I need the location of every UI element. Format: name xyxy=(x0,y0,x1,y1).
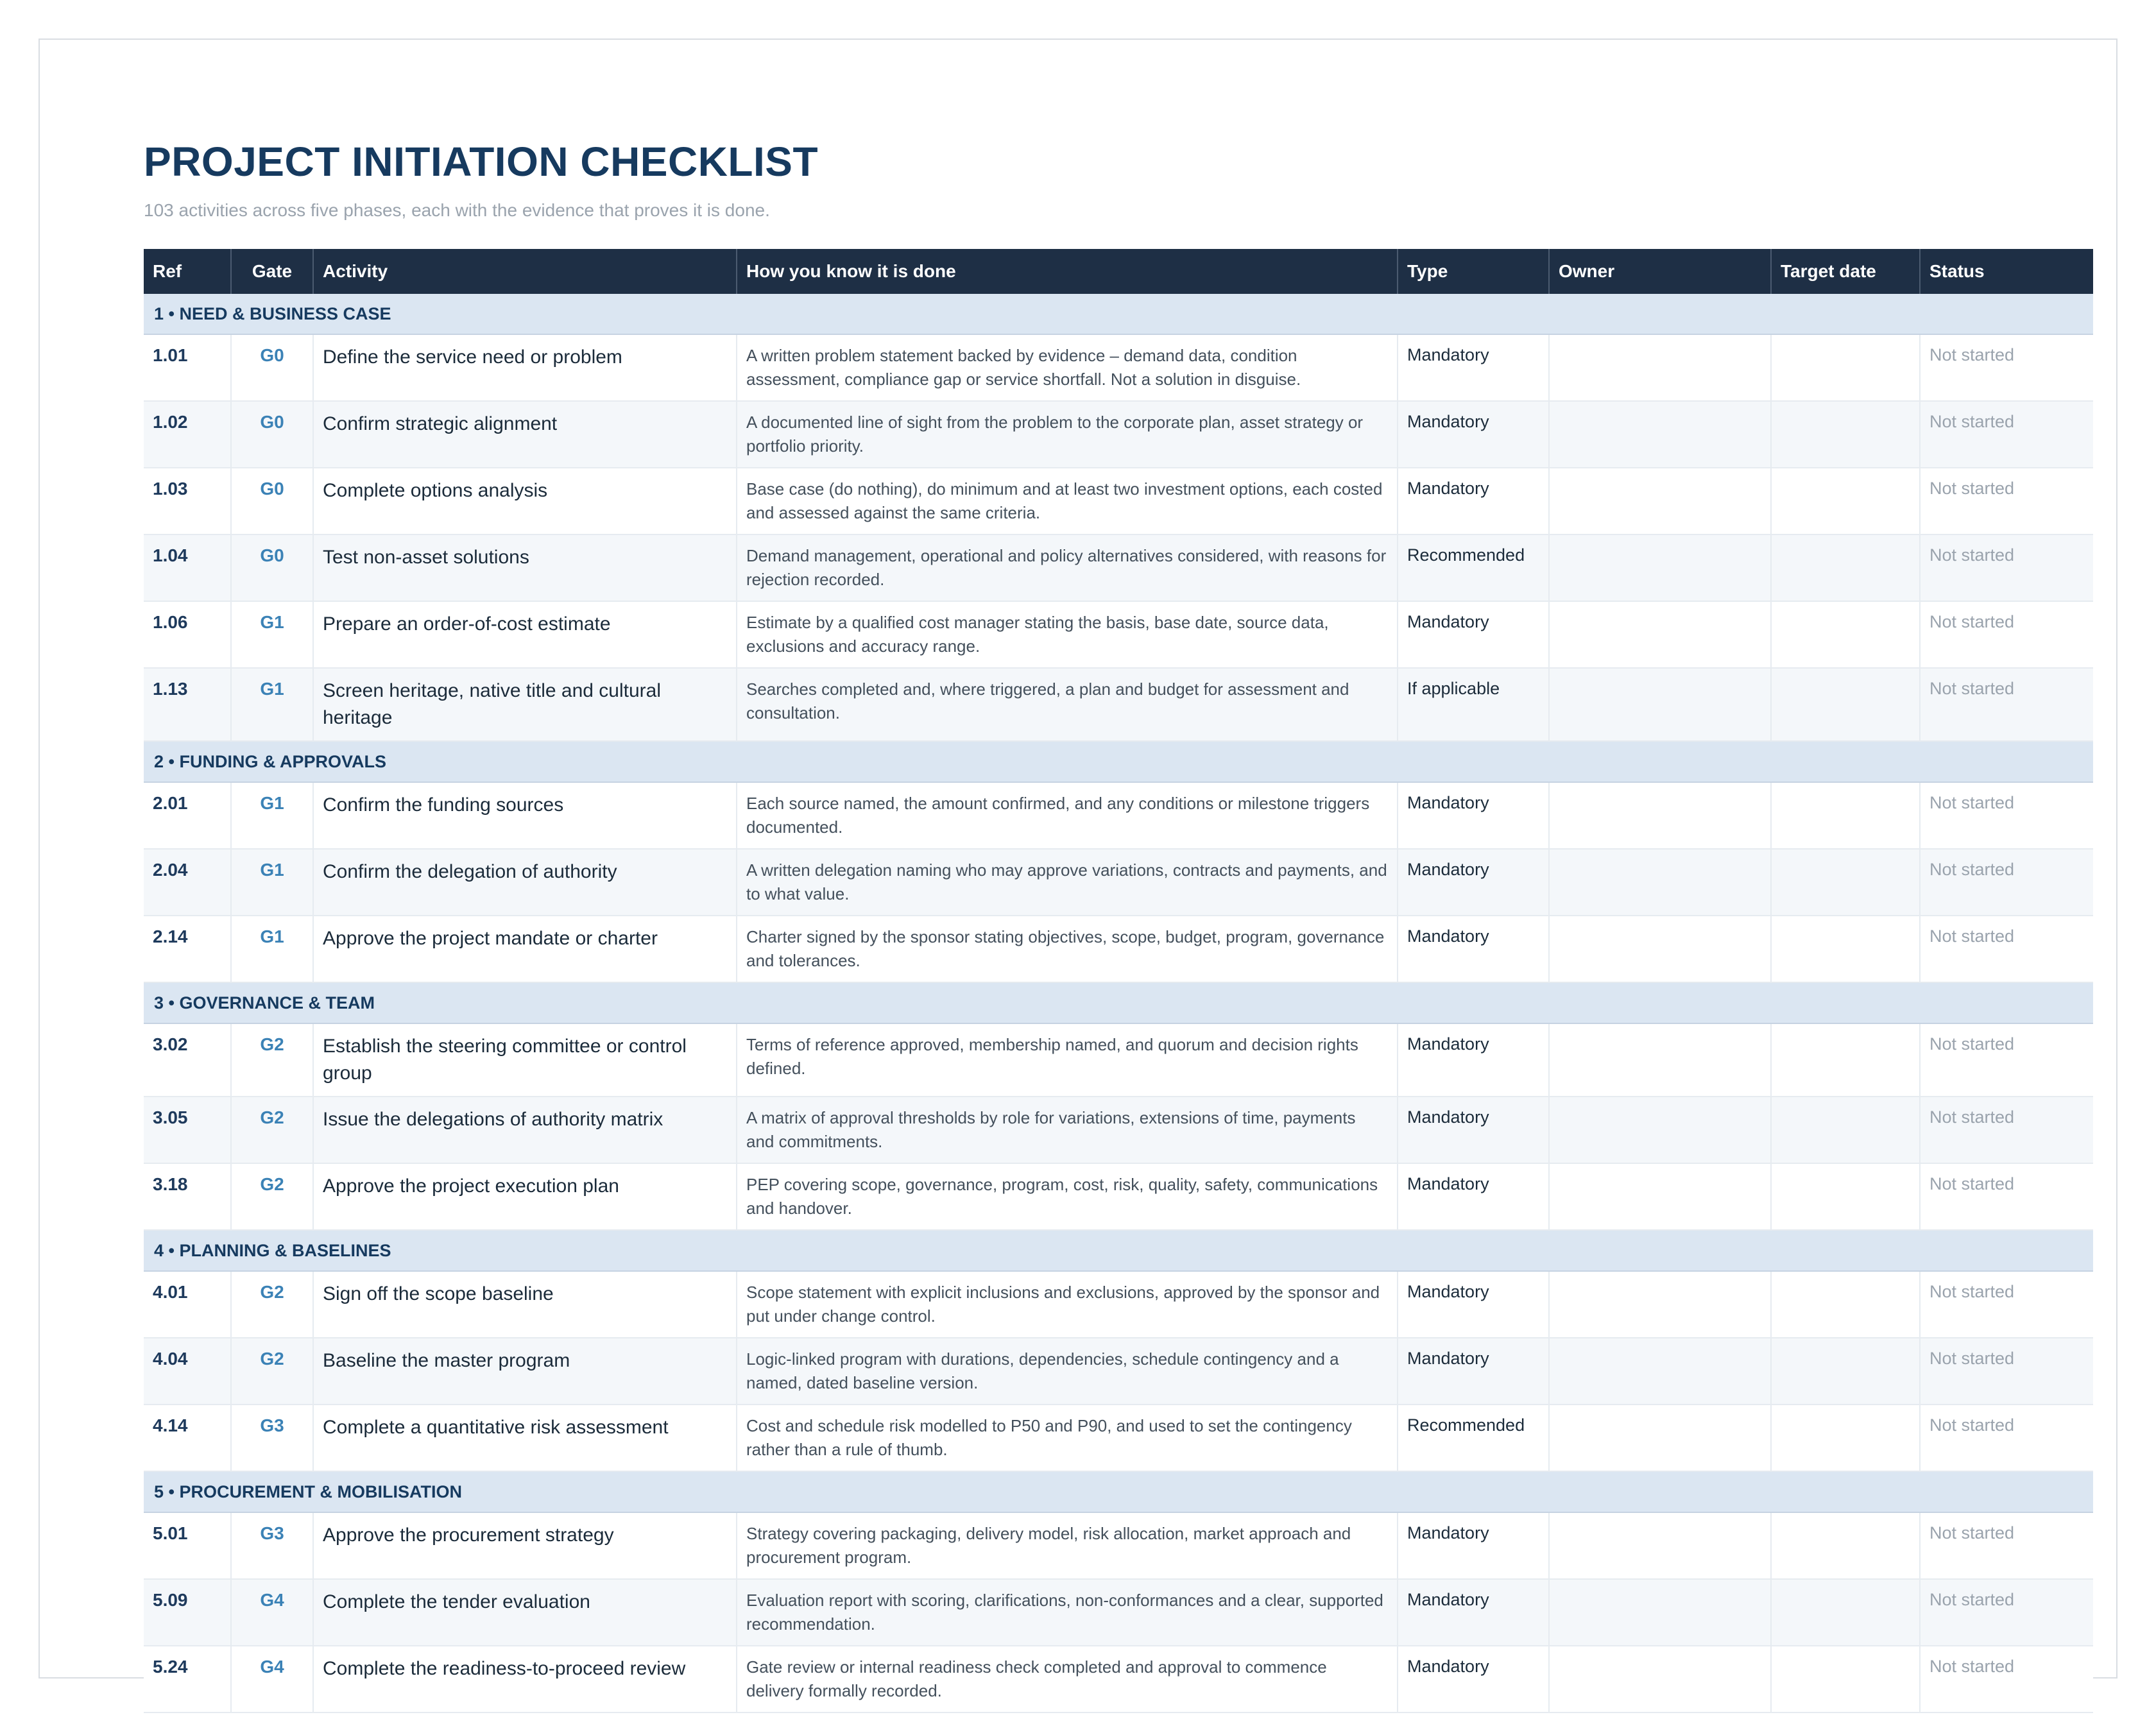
gate-cell: G4 xyxy=(231,1646,313,1713)
activity-cell: Prepare an order-of-cost estimate xyxy=(313,601,737,668)
gate-cell: G1 xyxy=(231,668,313,741)
status-cell[interactable]: Not started xyxy=(1920,1097,2093,1163)
type-cell: Mandatory xyxy=(1398,1646,1549,1713)
ref-cell: 2.04 xyxy=(144,849,231,916)
target-date-cell[interactable] xyxy=(1771,468,1920,534)
phase-label: 4 • PLANNING & BASELINES xyxy=(144,1230,2093,1271)
column-header-gate[interactable]: Gate xyxy=(231,249,313,294)
table-row[interactable] xyxy=(144,468,2093,534)
type-cell: If applicable xyxy=(1398,668,1549,741)
owner-cell[interactable] xyxy=(1549,534,1771,601)
evidence-cell: A documented line of sight from the problem to the corporate plan, asset strategy or portfolio priority. xyxy=(737,401,1398,468)
type-cell: Mandatory xyxy=(1398,916,1549,982)
evidence-cell: Strategy covering packaging, delivery model, risk allocation, market approach and procurement program. xyxy=(737,1512,1398,1579)
owner-cell[interactable] xyxy=(1549,468,1771,534)
gate-cell: G3 xyxy=(231,1405,313,1471)
target-date-cell[interactable] xyxy=(1771,1579,1920,1646)
status-cell[interactable]: Not started xyxy=(1920,468,2093,534)
table-row[interactable] xyxy=(144,782,2093,849)
checklist-table xyxy=(144,249,2093,1713)
table-header-row xyxy=(144,249,2093,294)
document-frame xyxy=(38,38,2118,1700)
status-cell[interactable]: Not started xyxy=(1920,534,2093,601)
evidence-cell: Charter signed by the sponsor stating objectives, scope, budget, program, governance and tolerances. xyxy=(737,916,1398,982)
owner-cell[interactable] xyxy=(1549,668,1771,741)
status-cell[interactable]: Not started xyxy=(1920,401,2093,468)
status-cell[interactable]: Not started xyxy=(1920,849,2093,916)
type-cell: Mandatory xyxy=(1398,468,1549,534)
owner-cell[interactable] xyxy=(1549,1271,1771,1338)
owner-cell[interactable] xyxy=(1549,334,1771,401)
owner-cell[interactable] xyxy=(1549,916,1771,982)
table-row[interactable] xyxy=(144,1512,2093,1579)
target-date-cell[interactable] xyxy=(1771,1023,1920,1097)
activity-cell: Baseline the master program xyxy=(313,1338,737,1405)
column-header-target-date[interactable]: Target date xyxy=(1771,249,1920,294)
activity-cell: Issue the delegations of authority matrix xyxy=(313,1097,737,1163)
type-cell: Mandatory xyxy=(1398,1338,1549,1405)
table-row[interactable] xyxy=(144,334,2093,401)
activity-cell: Test non-asset solutions xyxy=(313,534,737,601)
table-row[interactable] xyxy=(144,1023,2093,1097)
type-cell: Recommended xyxy=(1398,1405,1549,1471)
phase-label: 2 • FUNDING & APPROVALS xyxy=(144,741,2093,782)
phase-label: 5 • PROCUREMENT & MOBILISATION xyxy=(144,1471,2093,1512)
phase-row xyxy=(144,1230,2093,1271)
target-date-cell[interactable] xyxy=(1771,334,1920,401)
type-cell: Mandatory xyxy=(1398,1023,1549,1097)
table-row[interactable] xyxy=(144,1646,2093,1713)
type-cell: Mandatory xyxy=(1398,1512,1549,1579)
gate-cell: G2 xyxy=(231,1097,313,1163)
owner-cell[interactable] xyxy=(1549,1512,1771,1579)
ref-cell: 1.03 xyxy=(144,468,231,534)
type-cell: Mandatory xyxy=(1398,334,1549,401)
target-date-cell[interactable] xyxy=(1771,668,1920,741)
target-date-cell[interactable] xyxy=(1771,601,1920,668)
gate-cell: G0 xyxy=(231,534,313,601)
column-header-activity[interactable]: Activity xyxy=(313,249,737,294)
status-cell[interactable]: Not started xyxy=(1920,334,2093,401)
gate-cell: G0 xyxy=(231,468,313,534)
evidence-cell: A matrix of approval thresholds by role for variations, extensions of time, payments and commitments. xyxy=(737,1097,1398,1163)
type-cell: Mandatory xyxy=(1398,1097,1549,1163)
column-header-ref[interactable]: Ref xyxy=(144,249,231,294)
activity-cell: Define the service need or problem xyxy=(313,334,737,401)
phase-row xyxy=(144,294,2093,334)
gate-cell: G0 xyxy=(231,401,313,468)
target-date-cell[interactable] xyxy=(1771,534,1920,601)
phase-label: 1 • NEED & BUSINESS CASE xyxy=(144,294,2093,334)
type-cell: Mandatory xyxy=(1398,401,1549,468)
target-date-cell[interactable] xyxy=(1771,401,1920,468)
evidence-cell: Evaluation report with scoring, clarifications, non-conformances and a clear, supported recommendation. xyxy=(737,1579,1398,1646)
activity-cell: Complete the tender evaluation xyxy=(313,1579,737,1646)
evidence-cell: Logic-linked program with durations, dependencies, schedule contingency and a named, dated baseline version. xyxy=(737,1338,1398,1405)
column-header-owner[interactable]: Owner xyxy=(1549,249,1771,294)
table-row[interactable] xyxy=(144,1271,2093,1338)
activity-cell: Complete a quantitative risk assessment xyxy=(313,1405,737,1471)
status-cell[interactable]: Not started xyxy=(1920,916,2093,982)
table-row[interactable] xyxy=(144,401,2093,468)
target-date-cell[interactable] xyxy=(1771,1338,1920,1405)
type-cell: Mandatory xyxy=(1398,849,1549,916)
owner-cell[interactable] xyxy=(1549,782,1771,849)
checklist-body xyxy=(144,294,2093,1713)
gate-cell: G1 xyxy=(231,849,313,916)
status-cell[interactable]: Not started xyxy=(1920,782,2093,849)
type-cell: Mandatory xyxy=(1398,782,1549,849)
column-header-evidence[interactable]: How you know it is done xyxy=(737,249,1398,294)
evidence-cell: Cost and schedule risk modelled to P50 and P90, and used to set the contingency rather than a rule of thumb. xyxy=(737,1405,1398,1471)
ref-cell: 1.01 xyxy=(144,334,231,401)
status-cell[interactable]: Not started xyxy=(1920,1512,2093,1579)
evidence-cell: Base case (do nothing), do minimum and at least two investment options, each costed and assessed against the same criteria. xyxy=(737,468,1398,534)
gate-cell: G2 xyxy=(231,1023,313,1097)
owner-cell[interactable] xyxy=(1549,1646,1771,1713)
ref-cell: 1.13 xyxy=(144,668,231,741)
gate-cell: G2 xyxy=(231,1271,313,1338)
ref-cell: 2.01 xyxy=(144,782,231,849)
evidence-cell: Searches completed and, where triggered, a plan and budget for assessment and consultation. xyxy=(737,668,1398,741)
evidence-cell: Each source named, the amount confirmed, and any conditions or milestone triggers documented. xyxy=(737,782,1398,849)
gate-cell: G1 xyxy=(231,601,313,668)
gate-cell: G2 xyxy=(231,1163,313,1230)
table-row[interactable] xyxy=(144,1405,2093,1471)
target-date-cell[interactable] xyxy=(1771,1405,1920,1471)
document-content xyxy=(144,136,2093,1713)
evidence-cell: Demand management, operational and policy alternatives considered, with reasons for rejection recorded. xyxy=(737,534,1398,601)
evidence-cell: A written delegation naming who may approve variations, contracts and payments, and to what value. xyxy=(737,849,1398,916)
ref-cell: 2.14 xyxy=(144,916,231,982)
phase-row xyxy=(144,982,2093,1023)
ref-cell: 4.14 xyxy=(144,1405,231,1471)
type-cell: Mandatory xyxy=(1398,1579,1549,1646)
target-date-cell[interactable] xyxy=(1771,849,1920,916)
gate-cell: G4 xyxy=(231,1579,313,1646)
table-row[interactable] xyxy=(144,1097,2093,1163)
ref-cell: 4.04 xyxy=(144,1338,231,1405)
target-date-cell[interactable] xyxy=(1771,916,1920,982)
status-cell[interactable]: Not started xyxy=(1920,1163,2093,1230)
phase-row xyxy=(144,741,2093,782)
status-cell[interactable]: Not started xyxy=(1920,1646,2093,1713)
ref-cell: 1.06 xyxy=(144,601,231,668)
table-row[interactable] xyxy=(144,601,2093,668)
ref-cell: 4.01 xyxy=(144,1271,231,1338)
status-cell[interactable]: Not started xyxy=(1920,1023,2093,1097)
phase-row xyxy=(144,1471,2093,1512)
evidence-cell: Terms of reference approved, membership named, and quorum and decision rights defined. xyxy=(737,1023,1398,1097)
page-title: PROJECT INITIATION CHECKLIST xyxy=(144,139,819,185)
ref-cell: 1.04 xyxy=(144,534,231,601)
ref-cell: 1.02 xyxy=(144,401,231,468)
type-cell: Mandatory xyxy=(1398,1163,1549,1230)
target-date-cell[interactable] xyxy=(1771,782,1920,849)
ref-cell: 3.05 xyxy=(144,1097,231,1163)
table-row[interactable] xyxy=(144,668,2093,741)
gate-cell: G1 xyxy=(231,916,313,982)
status-cell[interactable]: Not started xyxy=(1920,668,2093,741)
page-subtitle: 103 activities across five phases, each with the evidence that proves it is done. xyxy=(144,200,770,220)
target-date-cell[interactable] xyxy=(1771,1097,1920,1163)
ref-cell: 5.01 xyxy=(144,1512,231,1579)
activity-cell: Confirm the delegation of authority xyxy=(313,849,737,916)
owner-cell[interactable] xyxy=(1549,1405,1771,1471)
gate-cell: G1 xyxy=(231,782,313,849)
status-cell[interactable]: Not started xyxy=(1920,601,2093,668)
activity-cell: Approve the procurement strategy xyxy=(313,1512,737,1579)
activity-cell: Sign off the scope baseline xyxy=(313,1271,737,1338)
activity-cell: Complete options analysis xyxy=(313,468,737,534)
activity-cell: Approve the project execution plan xyxy=(313,1163,737,1230)
table-row[interactable] xyxy=(144,534,2093,601)
gate-cell: G3 xyxy=(231,1512,313,1579)
ref-cell: 5.09 xyxy=(144,1579,231,1646)
owner-cell[interactable] xyxy=(1549,849,1771,916)
activity-cell: Approve the project mandate or charter xyxy=(313,916,737,982)
activity-cell: Complete the readiness-to-proceed review xyxy=(313,1646,737,1713)
evidence-cell: Scope statement with explicit inclusions and exclusions, approved by the sponsor and put under change control. xyxy=(737,1271,1398,1338)
status-cell[interactable]: Not started xyxy=(1920,1338,2093,1405)
activity-cell: Confirm the funding sources xyxy=(313,782,737,849)
column-header-status[interactable]: Status xyxy=(1920,249,2093,294)
table-row[interactable] xyxy=(144,1338,2093,1405)
table-row[interactable] xyxy=(144,916,2093,982)
target-date-cell[interactable] xyxy=(1771,1512,1920,1579)
status-cell[interactable]: Not started xyxy=(1920,1405,2093,1471)
table-row[interactable] xyxy=(144,849,2093,916)
type-cell: Recommended xyxy=(1398,534,1549,601)
ref-cell: 3.02 xyxy=(144,1023,231,1097)
activity-cell: Confirm strategic alignment xyxy=(313,401,737,468)
owner-cell[interactable] xyxy=(1549,1163,1771,1230)
status-cell[interactable]: Not started xyxy=(1920,1271,2093,1338)
table-row[interactable] xyxy=(144,1579,2093,1646)
gate-cell: G0 xyxy=(231,334,313,401)
type-cell: Mandatory xyxy=(1398,601,1549,668)
activity-cell: Establish the steering committee or control group xyxy=(313,1023,737,1097)
phase-label: 3 • GOVERNANCE & TEAM xyxy=(144,982,2093,1023)
target-date-cell[interactable] xyxy=(1771,1163,1920,1230)
owner-cell[interactable] xyxy=(1549,1097,1771,1163)
target-date-cell[interactable] xyxy=(1771,1271,1920,1338)
owner-cell[interactable] xyxy=(1549,1579,1771,1646)
ref-cell: 5.24 xyxy=(144,1646,231,1713)
owner-cell[interactable] xyxy=(1549,601,1771,668)
evidence-cell: Gate review or internal readiness check completed and approval to commence delivery formally recorded. xyxy=(737,1646,1398,1713)
type-cell: Mandatory xyxy=(1398,1271,1549,1338)
status-cell[interactable]: Not started xyxy=(1920,1579,2093,1646)
owner-cell[interactable] xyxy=(1549,1023,1771,1097)
owner-cell[interactable] xyxy=(1549,401,1771,468)
table-row[interactable] xyxy=(144,1163,2093,1230)
evidence-cell: PEP covering scope, governance, program, cost, risk, quality, safety, communications and handover. xyxy=(737,1163,1398,1230)
activity-cell: Screen heritage, native title and cultural heritage xyxy=(313,668,737,741)
column-header-type[interactable]: Type xyxy=(1398,249,1549,294)
target-date-cell[interactable] xyxy=(1771,1646,1920,1713)
owner-cell[interactable] xyxy=(1549,1338,1771,1405)
ref-cell: 3.18 xyxy=(144,1163,231,1230)
evidence-cell: Estimate by a qualified cost manager stating the basis, base date, source data, exclusions and accuracy range. xyxy=(737,601,1398,668)
gate-cell: G2 xyxy=(231,1338,313,1405)
evidence-cell: A written problem statement backed by evidence – demand data, condition assessment, compliance gap or service shortfall. Not a solution in disguise. xyxy=(737,334,1398,401)
